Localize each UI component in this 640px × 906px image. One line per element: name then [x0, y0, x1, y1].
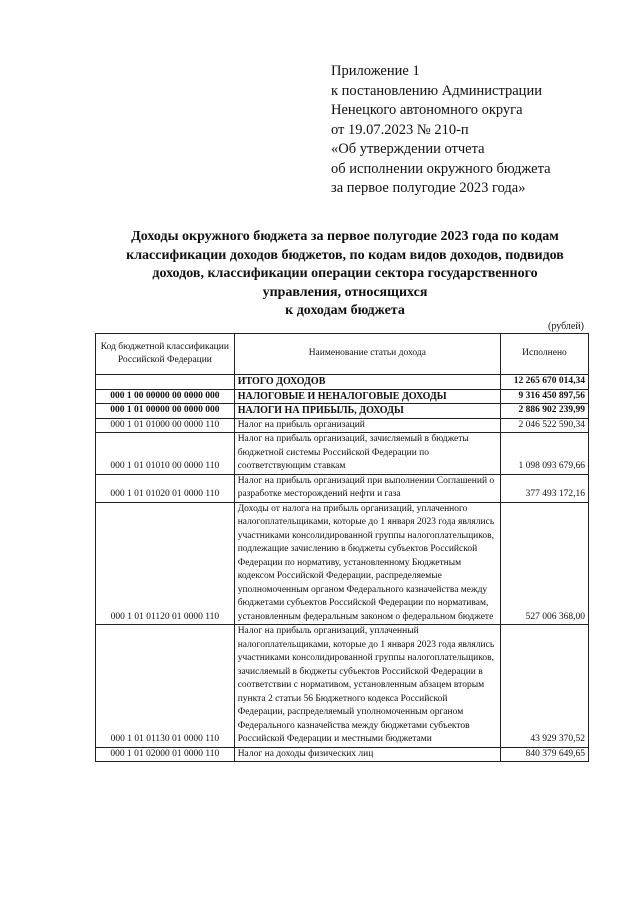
- row-amount: 2 046 522 590,34: [500, 418, 588, 433]
- row-amount: 840 379 649,65: [500, 747, 588, 762]
- units-label: (рублей): [548, 321, 585, 332]
- row-code: 000 1 00 00000 00 0000 000: [96, 389, 235, 404]
- table-row: [96, 625, 589, 748]
- table-row: [96, 502, 589, 625]
- row-amount: 1 098 093 679,66: [500, 433, 588, 475]
- appendix-line: за первое полугодие 2023 года»: [331, 180, 526, 196]
- table-row: [96, 433, 589, 475]
- appendix-line: Приложение 1: [331, 63, 420, 79]
- title-line: к доходам бюджета: [285, 303, 405, 318]
- table-row: [96, 418, 589, 433]
- table-row: [96, 474, 589, 502]
- appendix-header: [331, 62, 621, 199]
- title-line: Доходы окружного бюджета за первое полугодие 2023 года по кодам: [131, 229, 559, 244]
- revenue-table: [95, 333, 589, 762]
- row-amount: 12 265 670 014,34: [500, 375, 588, 390]
- row-code: 000 1 01 01120 01 0000 110: [96, 502, 235, 625]
- row-code: 000 1 01 01010 00 0000 110: [96, 433, 235, 475]
- row-amount: 9 316 450 897,56: [500, 389, 588, 404]
- row-name: Налог на доходы физических лиц: [234, 747, 500, 762]
- appendix-line: к постановлению Администрации: [331, 82, 542, 99]
- appendix-line: Ненецкого автономного округа: [331, 102, 523, 118]
- table-row: [96, 404, 589, 419]
- row-amount: 377 493 172,16: [500, 474, 588, 502]
- header-code: Код бюджетной классификации Российской Федерации: [96, 334, 235, 375]
- appendix-line: об исполнении окружного бюджета: [331, 160, 551, 177]
- header-name: Наименование статьи дохода: [234, 334, 500, 375]
- row-name: Налог на прибыль организаций, зачисляемый в бюджеты бюджетной системы Российской Федерации по соответствующим ставкам: [234, 433, 500, 475]
- row-code: 000 1 01 01130 01 0000 110: [96, 625, 235, 748]
- row-code: 000 1 01 00000 00 0000 000: [96, 404, 235, 419]
- appendix-line: «Об утверждении отчета: [331, 141, 485, 157]
- row-code: 000 1 01 01020 01 0000 110: [96, 474, 235, 502]
- title-line: классификации доходов бюджетов, по кодам видов доходов, подвидов: [126, 247, 564, 263]
- row-amount: 2 886 902 239,99: [500, 404, 588, 419]
- row-amount: 43 929 370,52: [500, 625, 588, 748]
- row-code: [96, 375, 235, 390]
- row-name: ИТОГО ДОХОДОВ: [234, 375, 500, 390]
- document-title: [95, 228, 595, 321]
- row-name: Налог на прибыль организаций, уплаченный налогоплательщиками, которые до 1 января 2023 года являлись участниками консолидированной группы налогоплательщиков, зачисляемый в бюджеты субъектов Российской Федерации в соответствии с нормативом, установленным абзацем вторым пункта 2 статьи 56 Бюджетного кодекса Российской Федерации, распределяемый уполномоченным органом Федерального казначейства между бюджетами субъектов Российской Федерации и местными бюджетами: [234, 625, 500, 748]
- row-name: Налог на прибыль организаций при выполнении Соглашений о разработке месторождений нефти и газа: [234, 474, 500, 502]
- row-name: НАЛОГИ НА ПРИБЫЛЬ, ДОХОДЫ: [234, 404, 500, 419]
- title-line: доходов, классификации операции сектора государственного: [152, 266, 538, 281]
- table-row: [96, 389, 589, 404]
- row-name: Налог на прибыль организаций: [234, 418, 500, 433]
- row-name: Доходы от налога на прибыль организаций, уплаченного налогоплательщиками, которые до 1 января 2023 года являлись участниками консолидированной группы налогоплательщиков, подлежащие зачислению в бюджеты субъектов Российской Федерации по нормативу, установленному Бюджетным кодексом Российской Федерации, распределяемые уполномоченным органом Федерального казначейства между бюджетами субъектов Российской Федерации по нормативам, установленным федеральным законом о федеральном бюджете: [234, 502, 500, 625]
- row-code: 000 1 01 01000 00 0000 110: [96, 418, 235, 433]
- row-name: НАЛОГОВЫЕ И НЕНАЛОГОВЫЕ ДОХОДЫ: [234, 389, 500, 404]
- header-amount: Исполнено: [500, 334, 588, 375]
- row-code: 000 1 01 02000 01 0000 110: [96, 747, 235, 762]
- appendix-line: от 19.07.2023 № 210-п: [331, 121, 469, 138]
- title-line: управления, относящихся: [262, 284, 428, 300]
- table-body: [96, 375, 589, 762]
- table-row: [96, 375, 589, 390]
- table-header-row: [96, 334, 589, 375]
- row-amount: 527 006 368,00: [500, 502, 588, 625]
- table-row: [96, 747, 589, 762]
